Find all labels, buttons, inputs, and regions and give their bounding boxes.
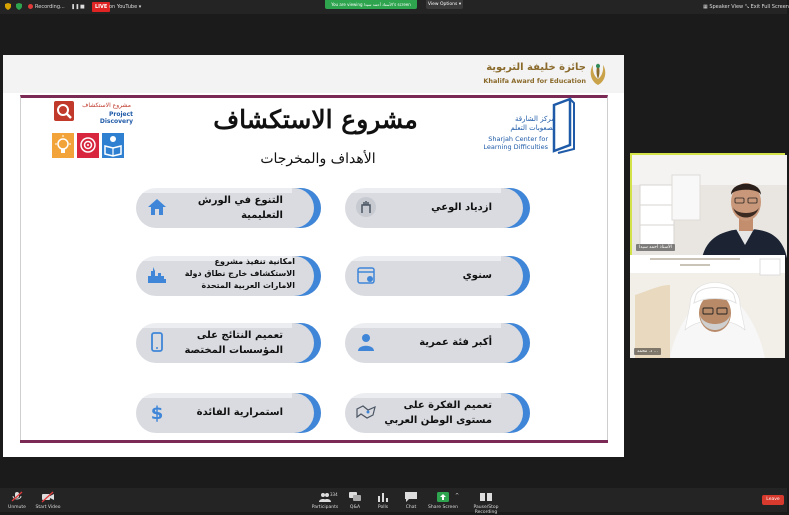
recording-indicator[interactable] (28, 2, 65, 12)
stop-recording-icon[interactable]: ■ (80, 4, 85, 10)
youtube-label: on YouTube (109, 4, 138, 10)
chat-icon (405, 492, 417, 502)
sharjah-center-english: Sharjah Center for Learning Difficulties (483, 135, 548, 151)
khalifa-award-logo-icon (587, 61, 609, 87)
participant-1-name: الأستاذ أحمد سيدا (636, 244, 675, 251)
viewing-screen-banner: You are viewing الأستاذ أحمد سيدا's screen (325, 0, 417, 9)
polls-icon (377, 492, 389, 502)
slide-title: مشروع الاستكشاف (213, 105, 418, 134)
dollar-icon (146, 401, 168, 423)
participant-2-name: د. محمد ... (634, 348, 661, 355)
calendar-icon (355, 264, 377, 286)
pill-outside-uae-label: امكانية تنفيذ مشروع الاستكشاف خارج نطاق دولة الامارات العربية المتحدة (184, 257, 295, 290)
pill-workshops-label: التنوع في الورش التعليمية (197, 195, 283, 221)
pill-age-group (343, 320, 532, 365)
participants-label: Participants (311, 505, 339, 510)
polls-label: Polls (377, 505, 389, 510)
magnifier-logo-icon (54, 101, 74, 121)
exit-fullscreen-label: Exit Full Screen (750, 4, 789, 10)
participants-count: 334 (330, 492, 338, 497)
slide-frame-bottom (20, 440, 608, 443)
pill-generalize-results (134, 320, 323, 365)
leave-button[interactable]: Leave (762, 495, 784, 505)
pill-annual (343, 253, 532, 298)
project-discovery-english: Project Discovery (99, 111, 133, 125)
pill-workshops (134, 185, 323, 230)
pause-stop-icon (480, 492, 492, 502)
exit-fullscreen-button[interactable]: ⤡ Exit Full Screen (745, 4, 789, 10)
pill-sustainability (134, 390, 323, 435)
speaker-view-label: Speaker View (709, 4, 744, 10)
lightbulb-icon (52, 133, 74, 158)
share-screen-label: Share Screen (428, 505, 458, 510)
youtube-stream-label[interactable]: on YouTube ▾ (109, 4, 142, 10)
pill-arab-world-label: تعميم الفكرة على مستوى الوطن العربي (384, 400, 492, 426)
qa-label: Q&A (349, 505, 361, 510)
svg-text:$: $ (150, 403, 164, 424)
pill-age-group-label: أكبر فئة عمرية (419, 337, 492, 348)
share-screen-options-icon[interactable]: ^ (455, 493, 460, 499)
participant-video-tile-1[interactable] (630, 153, 785, 256)
recording-dot-icon (28, 4, 33, 9)
pill-outside-uae (134, 253, 323, 298)
target-icon (77, 133, 99, 158)
khalifa-award-arabic: جائزة خليفة التربوية (486, 62, 586, 73)
pause-recording-icon[interactable]: ❚❚ (71, 4, 80, 10)
slide-header (3, 55, 624, 93)
live-badge[interactable]: LIVE (92, 2, 110, 12)
pill-awareness-label: ازدياد الوعي (431, 202, 492, 213)
start-video-label: Start Video (35, 505, 61, 510)
speaker-view-button[interactable]: ▦ Speaker View (703, 4, 744, 10)
unmute-label: Unmute (8, 505, 26, 510)
fist-icon (355, 196, 377, 218)
pill-awareness (343, 185, 532, 230)
view-options-label: View Options (427, 2, 458, 7)
recording-label: Recording... (35, 4, 65, 10)
reading-person-icon (102, 133, 124, 158)
qa-icon (349, 492, 361, 502)
chat-label: Chat (405, 505, 417, 510)
participant-2-video (630, 255, 785, 358)
project-discovery-arabic: مشروع الاستكشاف (82, 102, 131, 109)
home-icon (146, 196, 168, 218)
pause-stop-recording-button[interactable] (464, 490, 508, 515)
book-logo-icon (550, 97, 578, 155)
share-screen-icon (437, 492, 449, 502)
participant-video-tile-2[interactable] (630, 255, 785, 358)
person-icon (355, 331, 377, 353)
encryption-shield-icon[interactable] (16, 3, 22, 10)
view-options-button[interactable]: View Options ▾ (427, 2, 462, 7)
security-shield-icon[interactable] (5, 3, 11, 10)
shared-slide (3, 55, 624, 457)
pill-generalize-results-label: تعميم النتائج على المؤسسات المختصة (184, 330, 283, 356)
pill-annual-label: سنوي (462, 270, 492, 281)
khalifa-award-english: Khalifa Award for Education (483, 77, 586, 85)
pill-arab-world (343, 390, 532, 435)
participant-1-video (632, 155, 787, 258)
start-video-button[interactable] (28, 490, 68, 510)
slide-subtitle: الأهداف والمخرجات (260, 151, 376, 167)
top-toolbar (0, 0, 787, 14)
pill-sustainability-label: استمرارية الفائدة (196, 407, 283, 418)
pause-stop-recording-label: Pause/Stop Recording (473, 505, 499, 515)
sharjah-center-arabic: مركز الشارقة لصعوبات التعلم (510, 115, 555, 132)
video-off-icon (42, 492, 54, 502)
muted-microphone-icon (11, 492, 23, 502)
